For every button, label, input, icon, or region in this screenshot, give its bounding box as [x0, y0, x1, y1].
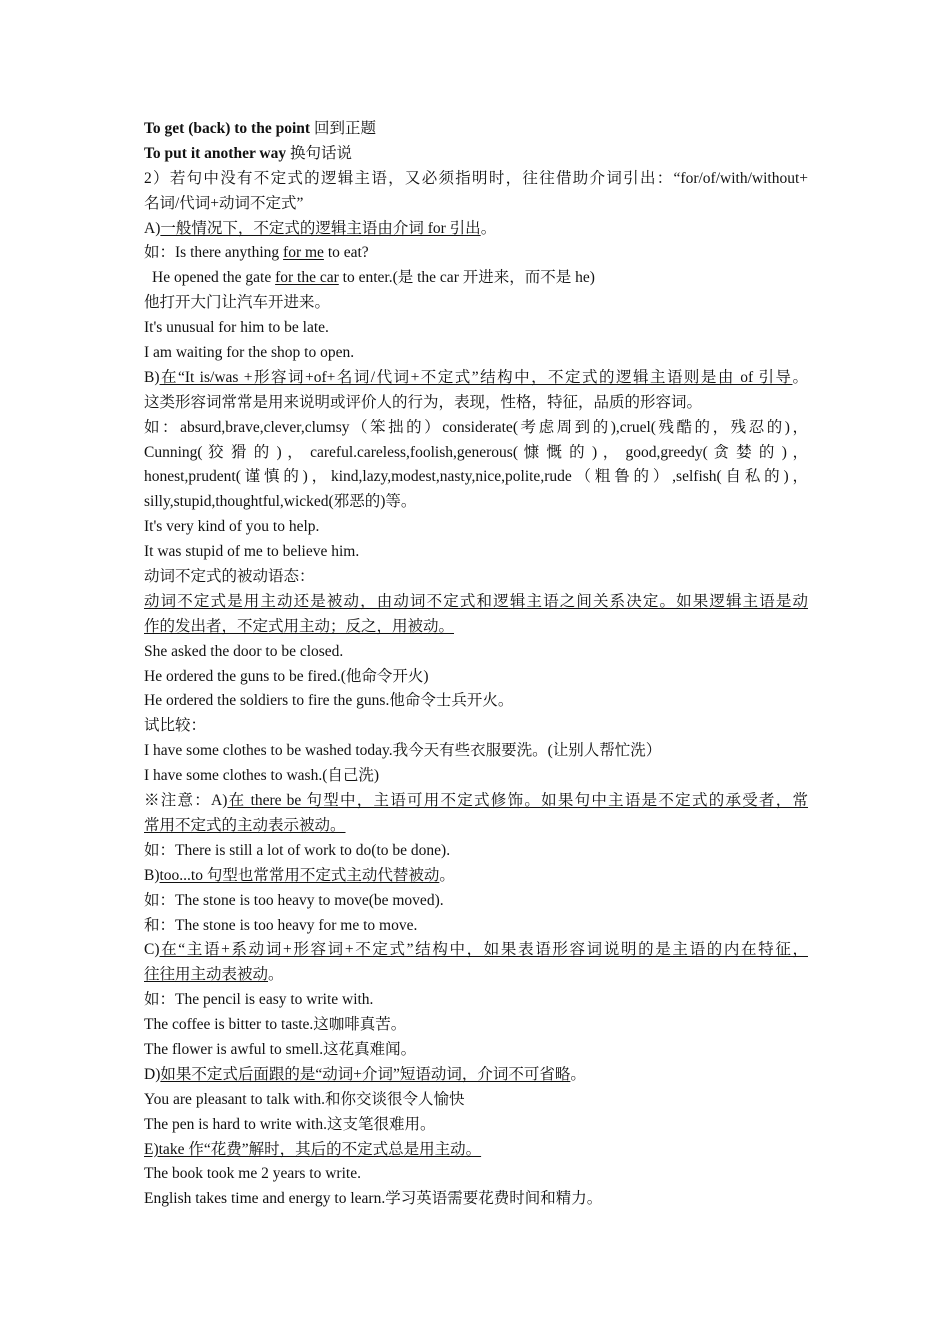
text-line — [144, 1013, 808, 1038]
text-line — [144, 266, 808, 291]
text-line — [144, 938, 808, 963]
text-line — [144, 291, 808, 316]
text-line — [144, 714, 808, 739]
text-line — [144, 839, 808, 864]
text-segment: 回到正题 — [310, 120, 376, 137]
text-segment: silly,stupid,thoughtful,wicked(邪恶的)等。 — [144, 493, 417, 511]
underlined-phrase: 常用不定式的主动表示被动。 — [144, 816, 346, 834]
text-line — [144, 316, 808, 341]
text-segment: A) — [144, 219, 161, 237]
underlined-phrase: 如果不定式后面跟的是“动词+介词”短语动词，介词不可省略 — [160, 1065, 571, 1083]
text-segment: He ordered the guns to be fired.(他命令开火) — [144, 667, 429, 685]
text-segment: I have some clothes to wash.(自己洗) — [144, 767, 380, 785]
text-line — [144, 192, 808, 217]
text-line — [144, 117, 808, 142]
text-line — [144, 739, 808, 764]
text-segment: You are pleasant to talk with.和你交谈很令人愉快 — [144, 1090, 465, 1108]
text-segment: 如：The stone is too heavy to move(be moved). — [144, 891, 444, 909]
underlined-phrase: E)take 作“花费”解时，其后的不定式总是用主动。 — [144, 1140, 482, 1158]
text-line — [144, 465, 808, 490]
text-line — [144, 540, 808, 565]
underlined-phrase: 一般情况下，不定式的逻辑主语由介词 for 引出 — [160, 219, 481, 237]
text-segment: honest,prudent(谨慎的)，kind,lazy,modest,nasty,nice,polite,rude（粗鲁的）,selfish(自私的)， — [144, 468, 808, 486]
text-segment: English takes time and energy to learn.学习英语需要花费时间和精力。 — [144, 1190, 603, 1208]
text-line — [144, 391, 808, 416]
text-line — [144, 142, 808, 167]
underlined-phrase: 作的发出者，不定式用主动；反之，用被动。 — [144, 617, 455, 635]
text-line — [144, 1038, 808, 1063]
text-segment: 试比较： — [144, 717, 207, 735]
text-segment: 。 — [480, 219, 497, 237]
text-line — [144, 1088, 808, 1113]
underlined-phrase: too...to 句型也常常用不定式主动代替被动 — [159, 866, 440, 884]
text-line — [144, 1187, 808, 1212]
underlined-phrase: 动词不定式是用主动还是被动，由动词不定式和逻辑主语之间关系决定。如果逻辑主语是动 — [144, 592, 808, 610]
text-segment: He ordered the soldiers to fire the guns.他命令士兵开火。 — [144, 692, 514, 710]
text-line — [144, 615, 808, 640]
text-line — [144, 241, 808, 266]
text-segment: 。 — [439, 866, 455, 884]
text-line — [144, 689, 808, 714]
text-line — [144, 490, 808, 515]
text-segment: 动词不定式的被动语态： — [144, 568, 315, 586]
underlined-phrase: 在 there be 句型中，主语可用不定式修饰。如果句中主语是不定式的承受者，常 — [227, 792, 809, 810]
text-line — [144, 988, 808, 1013]
text-line — [144, 640, 808, 665]
text-segment: 他打开大门让汽车开进来。 — [144, 294, 331, 312]
document-page — [144, 117, 808, 1212]
text-segment: 。 — [570, 1065, 586, 1083]
text-segment: He opened the gate — [152, 269, 276, 287]
text-segment: I am waiting for the shop to open. — [144, 344, 355, 362]
text-line — [144, 441, 808, 466]
text-segment: It's unusual for him to be late. — [144, 319, 329, 337]
text-segment: The book took me 2 years to write. — [144, 1165, 361, 1183]
text-line — [144, 565, 808, 590]
text-segment: 。 — [268, 966, 284, 984]
text-segment: Cunning( 狡 猾 的 ) ， careful.careless,foolish,generous( 慷 慨 的 ) ， good,greedy( 贪 婪 的 ) ， — [144, 443, 808, 461]
text-line — [144, 914, 808, 939]
text-segment: C) — [144, 941, 160, 959]
text-segment: B) — [144, 866, 160, 884]
text-line — [144, 590, 808, 615]
underlined-phrase: for the car — [275, 269, 339, 287]
bold-phrase: To get (back) to the point — [144, 120, 311, 137]
text-segment: 和：The stone is too heavy for me to move. — [144, 916, 418, 934]
text-line — [144, 1138, 808, 1163]
text-line — [144, 789, 808, 814]
text-segment: ※注意：A) — [144, 792, 228, 810]
text-segment: B) — [144, 368, 160, 386]
text-segment: 这类形容词常常是用来说明或评价人的行为，表现，性格，特征，品质的形容词。 — [144, 393, 703, 411]
text-segment: It's very kind of you to help. — [144, 518, 320, 536]
underlined-phrase: 往往用主动表被动 — [144, 966, 269, 984]
text-line — [144, 1113, 808, 1138]
text-segment: 如：absurd,brave,clever,clumsy（笨拙的）considerate(考虑周到的),cruel(残酷的，残忍的)， — [144, 418, 808, 436]
text-segment: The flower is awful to smell.这花真难闻。 — [144, 1040, 417, 1058]
text-segment: D) — [144, 1065, 161, 1083]
text-segment: 如：There is still a lot of work to do(to be done). — [144, 841, 451, 859]
text-segment: The pen is hard to write with.这支笔很难用。 — [144, 1115, 436, 1133]
text-line — [144, 665, 808, 690]
text-segment: 名词/代词+动词不定式” — [144, 194, 304, 212]
text-line — [144, 814, 808, 839]
underlined-phrase: 在“It is/was +形容词+of+名词/代词+不定式”结构中，不定式的逻辑主语则是由 of 引导 — [159, 368, 793, 386]
text-segment: It was stupid of me to believe him. — [144, 543, 360, 561]
text-line — [144, 1162, 808, 1187]
text-segment: 如：The pencil is easy to write with. — [144, 991, 374, 1009]
text-segment: 换句话说 — [286, 144, 353, 162]
text-segment: to eat? — [323, 244, 369, 262]
text-line — [144, 341, 808, 366]
text-segment: 如：Is there anything — [144, 244, 284, 262]
text-line — [144, 366, 808, 391]
text-line — [144, 515, 808, 540]
text-line — [144, 1063, 808, 1088]
text-line — [144, 764, 808, 789]
text-segment: I have some clothes to be washed today.我今天有些衣服要洗。(让别人帮忙洗） — [144, 742, 662, 760]
text-line — [144, 864, 808, 889]
text-segment: to enter.(是 the car 开进来，而不是 he) — [338, 269, 595, 287]
text-segment: 2）若句中没有不定式的逻辑主语，又必须指明时，往往借助介词引出：“for/of/with/without+ — [144, 169, 808, 187]
text-line — [144, 889, 808, 914]
text-line — [144, 963, 808, 988]
text-line — [144, 167, 808, 192]
text-line — [144, 217, 808, 242]
text-segment: 。 — [792, 368, 808, 386]
text-line — [144, 416, 808, 441]
bold-phrase: To put it another way — [144, 144, 287, 162]
underlined-phrase: 在“主语+系动词+形容词+不定式”结构中，如果表语形容词说明的是主语的内在特征， — [159, 941, 808, 959]
text-segment: She asked the door to be closed. — [144, 642, 344, 660]
text-segment: The coffee is bitter to taste.这咖啡真苦。 — [144, 1016, 407, 1034]
underlined-phrase: for me — [283, 244, 324, 262]
